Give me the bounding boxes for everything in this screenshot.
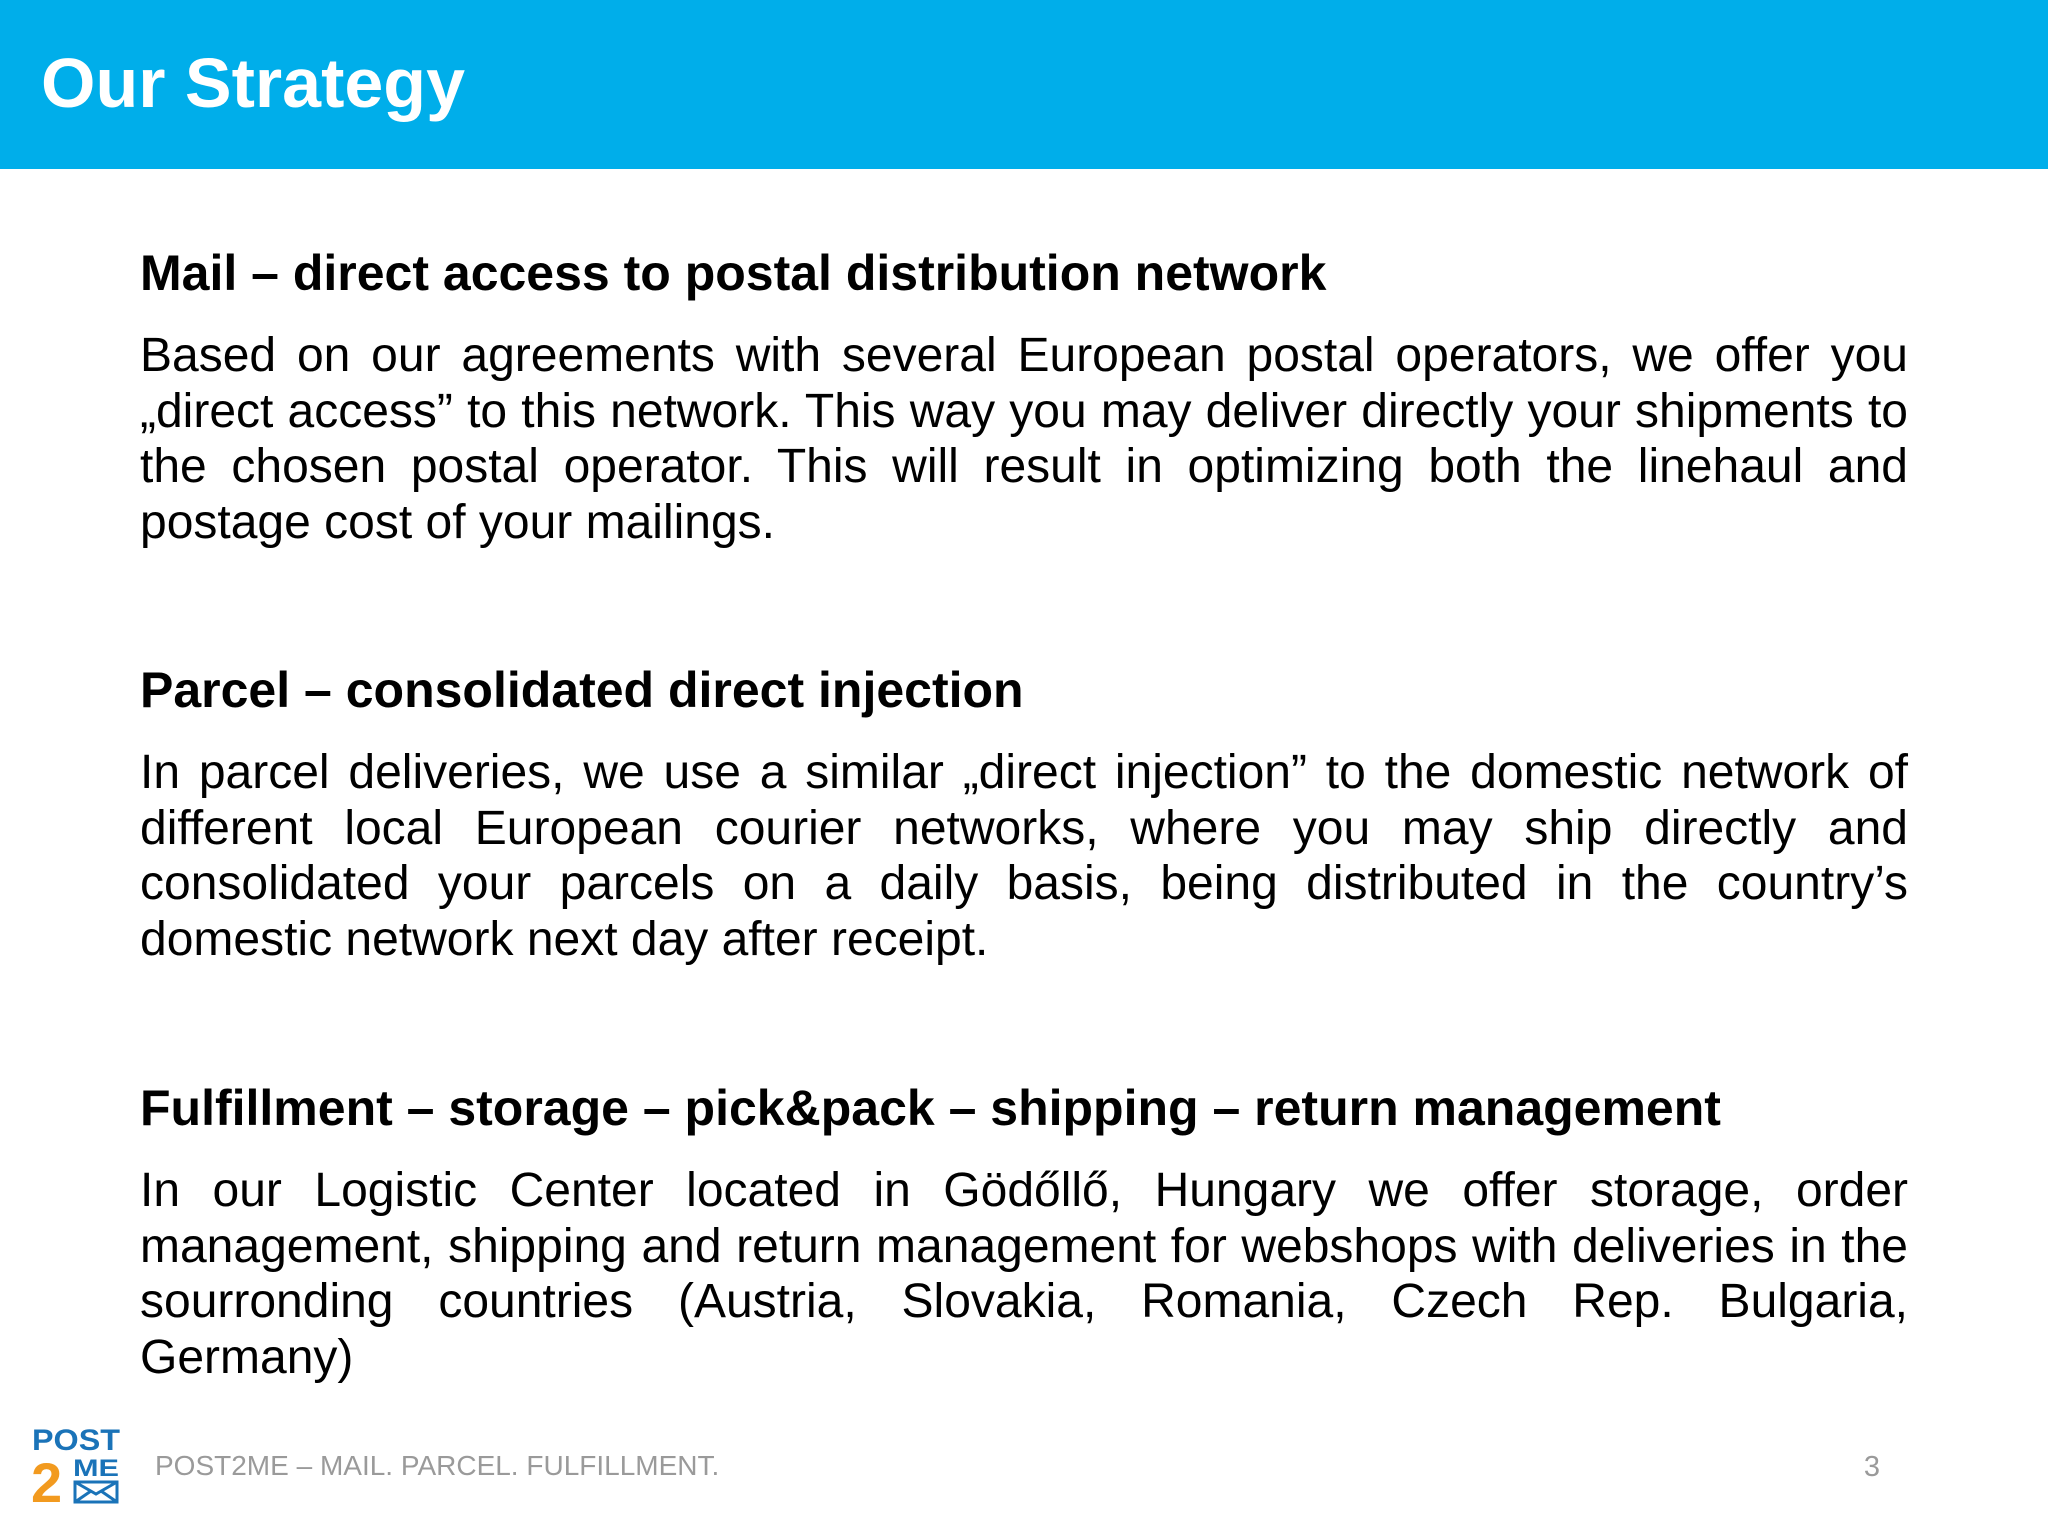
post2me-logo-icon [31, 1424, 121, 1504]
section-mail [140, 245, 1908, 550]
section-body: In our Logistic Center located in Gödőllő, Hungary we offer storage, order management, shipping and return management for webshops with deliveries in the sourronding countries (Austria, Slovakia, Romania, Czech Rep. Bulgaria, Germany) [140, 1164, 1908, 1384]
title-bar [0, 0, 2048, 169]
section-body: In parcel deliveries, we use a similar „direct injection” to the domestic network of different local European courier networks, where you may ship directly and consolidated your parcels on a daily basis, being distributed in the country’s domestic network next day after receipt. [140, 746, 1908, 966]
logo-text-2: 2 [31, 1451, 63, 1504]
logo-text-me: ME [73, 1455, 119, 1482]
page-number: 3 [1863, 1451, 1881, 1483]
slide-title: Our Strategy [41, 44, 465, 122]
envelope-icon [75, 1482, 117, 1502]
logo-text-post: POST [32, 1424, 120, 1457]
section-body: Based on our agreements with several European postal operators, we offer you „direct access” to this network. This way you may deliver directly your shipments to the chosen postal operator. This will result in optimizing both the linehaul and postage cost of your mailings. [140, 329, 1908, 549]
section-heading: Fulfillment – storage – pick&pack – shipping – return management [140, 1080, 1721, 1136]
section-heading: Mail – direct access to postal distribution network [140, 245, 1327, 301]
section-fulfillment [140, 1080, 1908, 1385]
footer-tagline: POST2ME – MAIL. PARCEL. FULFILLMENT. [155, 1450, 720, 1481]
section-heading: Parcel – consolidated direct injection [140, 662, 1024, 718]
section-parcel [140, 662, 1908, 967]
